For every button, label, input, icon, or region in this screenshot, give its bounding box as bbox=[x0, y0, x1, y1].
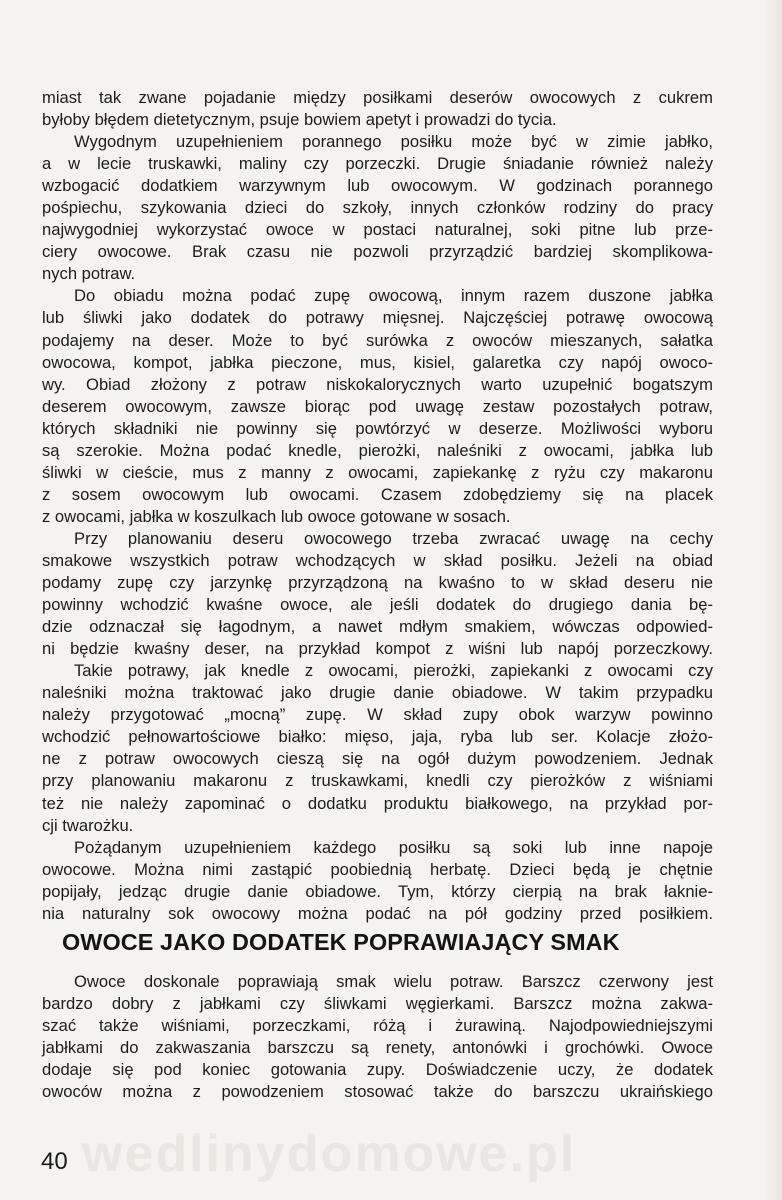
text-line: pośpiechu, szykowania dzieci do szkoły, innych członków rodziny do pracy bbox=[42, 198, 713, 218]
text-line: cji twarożku. bbox=[42, 815, 134, 835]
text-line: jabłkami do zakwaszania barszczu są renety, antonówki i grochówki. Owoce bbox=[42, 1038, 713, 1058]
text-line: nia naturalny sok owocowy można podać na pół godziny przed posiłkiem. bbox=[42, 903, 713, 923]
text-line: najwygodniej wykorzystać owoce w postaci naturalnej, soki pitne lub prze- bbox=[42, 220, 713, 240]
text-line: nych potraw. bbox=[42, 264, 136, 284]
text-line: byłoby błędem dietetycznym, psuje bowiem apetyt i prowadzi do tycia. bbox=[42, 110, 557, 130]
text-line: powinny wchodzić kwaśne owoce, ale jeśli dodatek do drugiego dania bę- bbox=[42, 595, 713, 615]
text-line: Przy planowaniu deseru owocowego trzeba zwracać uwagę na cechy bbox=[74, 528, 713, 548]
text-line: deserem owocowym, zawsze biorąc pod uwagę zestaw pozostałych potraw, bbox=[42, 396, 713, 416]
text-line: lub śliwki jako dodatek do potrawy mięsnej. Najczęściej potrawę owocową bbox=[42, 308, 713, 328]
text-line: Owoce doskonale poprawiają smak wielu potraw. Barszcz czerwony jest bbox=[74, 972, 713, 991]
text-line: naleśniki można traktować jako drugie danie obiadowe. W takim przypadku bbox=[42, 683, 713, 703]
text-line: a w lecie truskawki, maliny czy porzeczki. Drugie śniadanie również należy bbox=[42, 154, 713, 174]
section-heading: OWOCE JAKO DODATEK POPRAWIAJĄCY SMAK bbox=[62, 929, 620, 955]
text-line: dodaje się pod koniec gotowania zupy. Doświadczenie uczy, że dodatek bbox=[42, 1060, 713, 1080]
text-line: podajemy na deser. Może to być surówka z owoców mieszanych, sałatka bbox=[42, 330, 713, 350]
text-line: Takie potrawy, jak knedle z owocami, pierożki, zapiekanki z owocami czy bbox=[74, 661, 713, 681]
text-line: dzie odznaczał się łagodnym, a nawet mdłym smakiem, wówczas odpowied- bbox=[42, 617, 713, 637]
text-line: owocowa, kompot, jabłka pieczone, mus, kisiel, galaretka czy napój owoco- bbox=[42, 352, 713, 372]
text-line: smakowe wszystkich potraw wchodzących w skład posiłku. Jeżeli na obiad bbox=[42, 550, 713, 570]
text-line: przy planowaniu makaronu z truskawkami, knedli czy pierożków z wiśniami bbox=[42, 771, 713, 791]
page-edge-shadow bbox=[764, 0, 782, 1200]
text-line: szać także wiśniami, porzeczkami, różą i żurawiną. Najodpowiedniejszymi bbox=[42, 1016, 713, 1036]
text-line: owoców można z powodzeniem stosować także do barszczu ukraińskiego bbox=[42, 1082, 713, 1102]
text-line: ne z potraw owocowych cieszą się na ogół dużym powodzeniem. Jednak bbox=[42, 749, 713, 769]
text-line: Wygodnym uzupełnieniem porannego posiłku może być w zimie jabłko, bbox=[74, 132, 713, 152]
page-number: 40 bbox=[41, 1148, 68, 1175]
text-line: bardzo dobry z jabłkami czy śliwkami węgierkami. Barszcz można zakwa- bbox=[42, 994, 713, 1014]
body-text-section-1 bbox=[42, 87, 713, 925]
text-line: miast tak zwane pojadanie między posiłkami deserów owocowych z cukrem bbox=[42, 88, 713, 107]
text-line: wzbogacić dodatkiem warzywnym lub owocowym. W godzinach porannego bbox=[42, 176, 713, 196]
text-line: należy przygotować „mocną” zupę. W skład zupy obok warzyw powinno bbox=[42, 705, 713, 725]
text-line: owocowe. Można nimi zastąpić poobiednią herbatę. Dzieci będą je chętnie bbox=[42, 859, 713, 879]
watermark: wedlinydomowe.pl bbox=[82, 1125, 577, 1183]
text-line: wchodzić pełnowartościowe białko: mięso, jaja, ryba lub ser. Kolacje złożo- bbox=[42, 727, 713, 747]
text-line: wy. Obiad złożony z potraw niskokalorycznych warto uzupełnić bogatszym bbox=[42, 374, 713, 394]
text-line: śliwki w cieście, mus z manny z owocami, zapiekankę z ryżu czy makaronu bbox=[42, 462, 713, 482]
text-line: których składniki nie powinny się powtórzyć w deserze. Możliwości wyboru bbox=[42, 418, 713, 438]
text-line: ni będzie kwaśny deser, na przykład kompot z wiśni lub napój porzeczkowy. bbox=[42, 639, 713, 659]
text-line: z sosem owocowym lub owocami. Czasem zdobędziemy się na placek bbox=[42, 484, 713, 504]
text-line: ciery owocowe. Brak czasu nie pozwoli przyrządzić bardziej skomplikowa- bbox=[42, 242, 713, 262]
text-line: Do obiadu można podać zupę owocową, innym razem duszone jabłka bbox=[74, 286, 713, 306]
text-line: też nie należy zapominać o dodatku produktu białkowego, na przykład por- bbox=[42, 793, 713, 813]
text-line: popijały, jedząc drugie danie obiadowe. Tym, którzy cierpią na brak łaknie- bbox=[42, 881, 713, 901]
body-text-section-2 bbox=[42, 971, 713, 1103]
text-line: Pożądanym uzupełnieniem każdego posiłku są soki lub inne napoje bbox=[74, 837, 713, 857]
text-line: podamy zupę czy jarzynkę przyrządzoną na kwaśno to w skład deseru nie bbox=[42, 573, 713, 593]
text-line: są szerokie. Można podać knedle, pierożki, naleśniki z owocami, jabłka lub bbox=[42, 440, 713, 460]
text-line: z owocami, jabłka w koszulkach lub owoce gotowane w sosach. bbox=[42, 506, 511, 526]
